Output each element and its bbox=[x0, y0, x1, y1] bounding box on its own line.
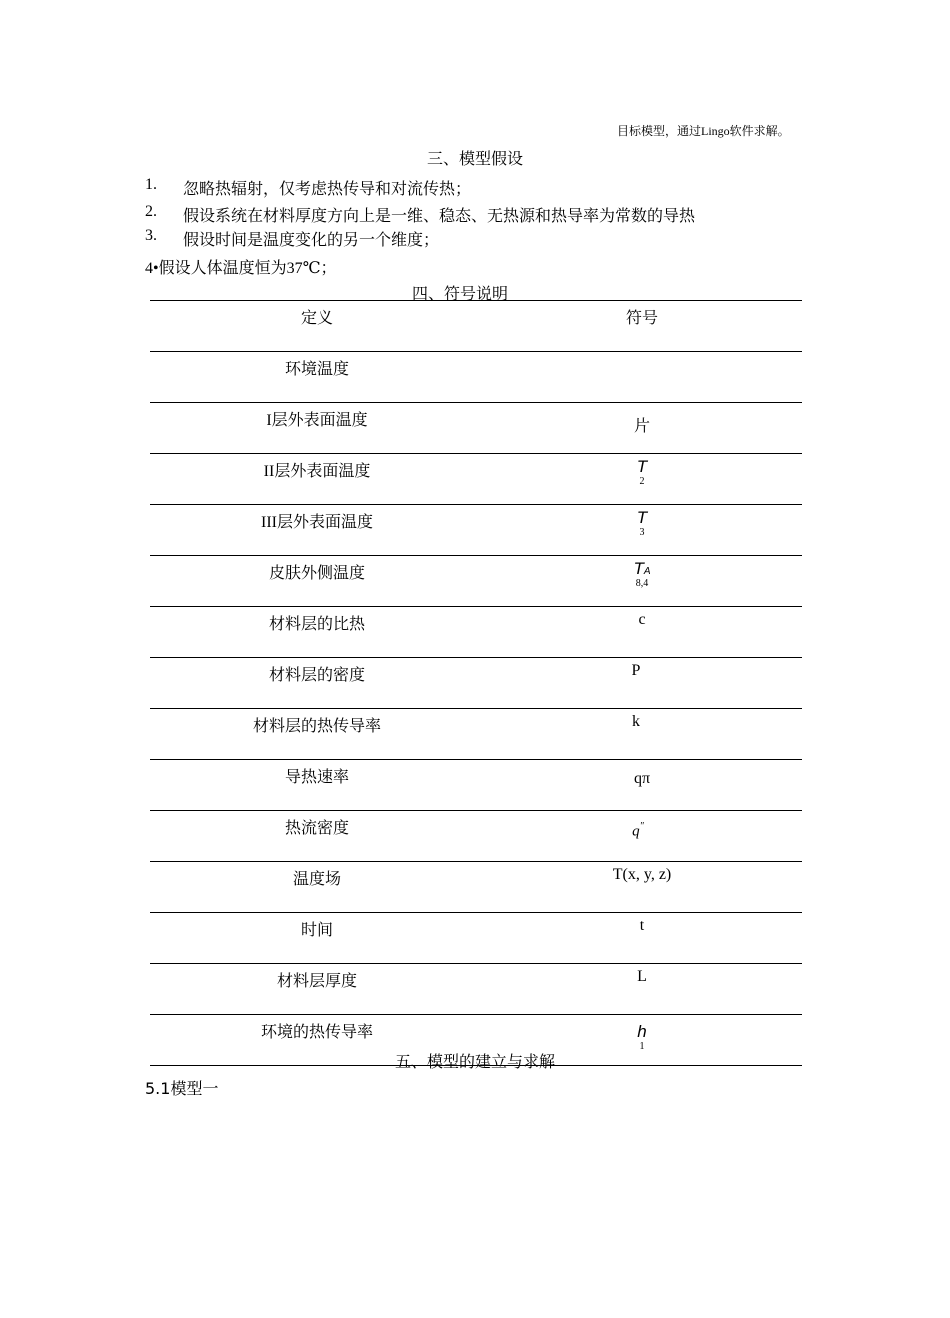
table-row bbox=[150, 912, 802, 963]
assumption-2-number: 2. bbox=[145, 203, 157, 220]
header-symbol: 符号 bbox=[625, 310, 658, 327]
assumption-1-text: 忽略热辐射，仅考虑热传导和对流传热； bbox=[183, 181, 472, 198]
table-row bbox=[150, 504, 802, 555]
row-definition: III层外表面温度 bbox=[261, 514, 373, 531]
symbol-sub: 3 bbox=[639, 527, 645, 538]
symbol-sup: " bbox=[639, 821, 644, 832]
row-symbol bbox=[602, 560, 682, 591]
assumption-3-text: 假设时间是温度变化的另一个维度； bbox=[183, 232, 440, 249]
section-4-title: 四、符号说明 bbox=[412, 284, 509, 303]
row-definition: 材料层的比热 bbox=[268, 616, 365, 633]
symbol-main: T bbox=[633, 559, 644, 578]
assumption-3-number: 3. bbox=[145, 227, 157, 244]
section-5-title: 五、模型的建立与求解 bbox=[394, 1052, 555, 1071]
assumption-4-text: 假设人体温度恒为37℃； bbox=[158, 260, 337, 277]
row-definition: 时间 bbox=[300, 922, 333, 939]
section-3-title: 三、模型假设 bbox=[426, 149, 523, 168]
symbol-table bbox=[150, 300, 802, 1066]
row-definition: I层外表面温度 bbox=[266, 412, 368, 429]
row-symbol: 片 bbox=[633, 418, 650, 435]
row-symbol: T(x, y, z) bbox=[612, 866, 672, 883]
row-definition: 环境的热传导率 bbox=[260, 1024, 373, 1041]
table-row bbox=[150, 351, 802, 402]
symbol-main: q bbox=[632, 823, 640, 840]
symbol-main: T bbox=[636, 508, 648, 527]
symbol-sub: 1 bbox=[639, 1041, 645, 1052]
symbol-sub: 2 bbox=[639, 476, 645, 487]
row-symbol: k bbox=[632, 713, 640, 730]
row-symbol: qπ bbox=[633, 770, 651, 787]
row-definition: 温度场 bbox=[292, 871, 341, 888]
table-row bbox=[150, 759, 802, 810]
row-definition: 皮肤外侧温度 bbox=[268, 565, 365, 582]
table-row bbox=[150, 555, 802, 606]
row-symbol bbox=[602, 458, 682, 489]
top-note: 目标模型，通过Lingo软件求解。 bbox=[617, 124, 790, 138]
table-row bbox=[150, 402, 802, 453]
subsection-5-1-title: 5.1模型一 bbox=[145, 1079, 219, 1098]
assumption-1-number: 1. bbox=[145, 176, 157, 193]
row-symbol bbox=[602, 509, 682, 540]
table-row bbox=[150, 861, 802, 912]
symbol-sub: 8,4 bbox=[635, 578, 649, 589]
assumption-4 bbox=[145, 255, 545, 275]
row-symbol bbox=[598, 821, 678, 840]
symbol-main: T bbox=[636, 457, 648, 476]
row-definition: 材料层的密度 bbox=[268, 667, 365, 684]
table-row bbox=[150, 453, 802, 504]
row-symbol: L bbox=[637, 968, 647, 985]
row-definition: 环境温度 bbox=[284, 361, 349, 378]
header-definition: 定义 bbox=[300, 310, 333, 327]
row-definition: 材料层厚度 bbox=[276, 973, 357, 990]
table-row bbox=[150, 810, 802, 861]
symbol-main-sub: A bbox=[643, 566, 651, 577]
assumption-3 bbox=[145, 227, 845, 247]
table-row bbox=[150, 708, 802, 759]
row-symbol: t bbox=[639, 917, 645, 934]
assumption-4-number: 4• bbox=[145, 260, 159, 277]
row-definition: 热流密度 bbox=[284, 820, 349, 837]
symbol-main: h bbox=[637, 1022, 647, 1041]
assumption-2-text: 假设系统在材料厚度方向上是一维、稳态、无热源和热导率为常数的导热 bbox=[183, 208, 696, 225]
table-row bbox=[150, 657, 802, 708]
row-symbol: c bbox=[638, 611, 646, 628]
assumption-2 bbox=[145, 203, 845, 223]
row-symbol: P bbox=[631, 662, 641, 679]
row-definition: 导热速率 bbox=[284, 769, 349, 786]
table-header-row bbox=[150, 300, 802, 351]
table-row bbox=[150, 963, 802, 1014]
row-definition: 材料层的热传导率 bbox=[252, 718, 381, 735]
assumption-1 bbox=[145, 176, 845, 196]
table-row bbox=[150, 606, 802, 657]
row-definition: II层外表面温度 bbox=[263, 463, 371, 480]
